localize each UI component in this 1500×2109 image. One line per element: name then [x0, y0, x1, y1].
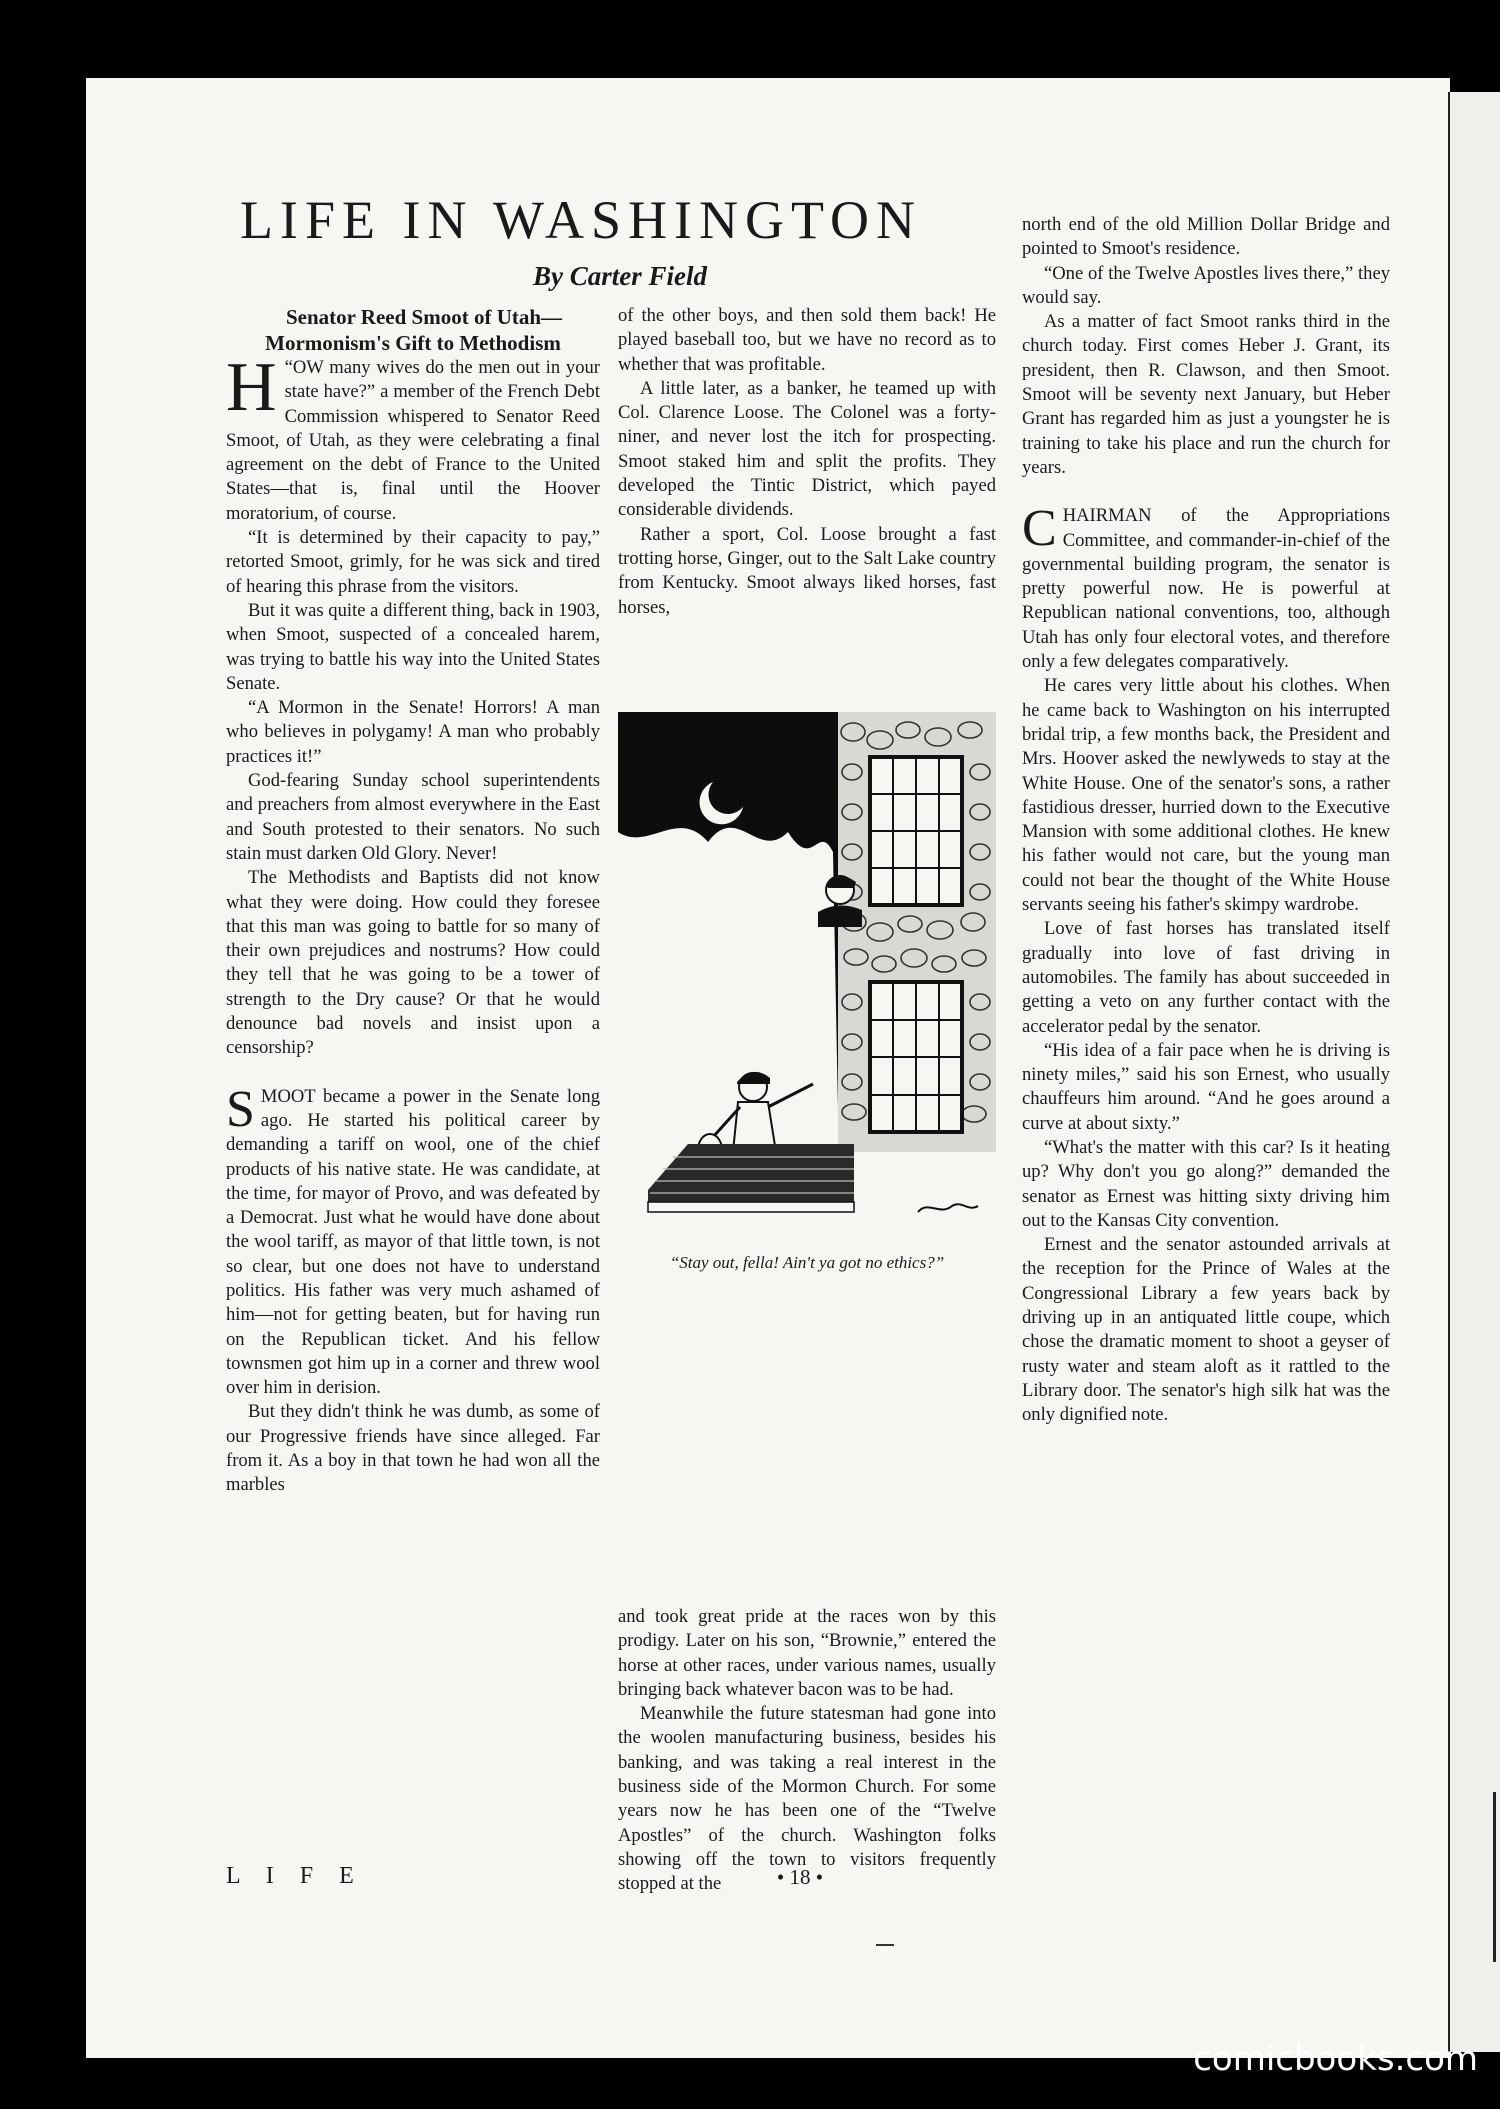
paragraph	[226, 1080, 600, 1401]
paragraph: “One of the Twelve Apostles lives there,” they would say.	[1022, 262, 1390, 308]
byline: By Carter Field	[533, 261, 707, 291]
paragraph: God-fearing Sunday school superintendents and preachers from almost everywhere in the East and South protested to their senators. No such stain must darken Old Glory. Never!	[226, 770, 600, 864]
paragraph	[1022, 500, 1390, 674]
subheading	[226, 304, 600, 356]
column-2-continued	[618, 1605, 996, 1897]
column-2	[618, 304, 996, 620]
drop-cap: H	[226, 349, 277, 426]
paragraph: The Methodists and Baptists did not know what they were doing. How could they foresee that this man was going to battle for so many of their own prejudices and nostrums? How could they tell that he was going to be a tower of strength to the Dry cause? Or that he would denounce bad novels and insist upon a censorship?	[226, 867, 600, 1059]
paragraph: “His idea of a fair pace when he is driving is ninety miles,” said his son Ernest, who usually chauffeurs him around. “And he goes around a curve at about sixty.”	[1022, 1039, 1390, 1134]
drop-cap: S	[226, 1080, 255, 1138]
upper-window	[870, 757, 962, 905]
paragraph: Ernest and the senator astounded arrivals at the reception for the Prince of Wales at the Congressional Library a few years back by driving up in an antiquated little coupe, which chose the dramatic moment to shoot a geyser of rusty water and steam aloft as it rattled to the Library door. The senator's high silk hat was the only dignified note.	[1022, 1234, 1390, 1426]
paragraph: and took great pride at the races won by this prodigy. Later on his son, “Brownie,” entered the horse at other races, under various names, usually bringing back whatever bacon was to be had.	[618, 1606, 996, 1700]
paragraph: of the other boys, and then sold them back! He played baseball too, but we have no record as to whether that was profitable.	[618, 305, 996, 375]
column-1	[226, 304, 600, 1498]
paragraph-text: OW many wives do the men out in your state have?” a member of the French Debt Commission whispered to Senator Reed Smoot, of Utah, as they were celebrating a final agreement on the debt of France to the United States—that is, final until the Hoover moratorium, of course.	[226, 357, 600, 524]
paragraph: north end of the old Million Dollar Bridge and pointed to Smoot's residence.	[1022, 214, 1390, 260]
paragraph: Rather a sport, Col. Loose brought a fast trotting horse, Ginger, out to the Salt Lake country from Kentucky. Smoot always liked horses, fast horses,	[618, 523, 996, 618]
footer-magazine-name: L I F E	[226, 1863, 364, 1889]
paragraph: As a matter of fact Smoot ranks third in the church today. First comes Heber J. Grant, its president, then R. Clawson, and then Smoot. Smoot will be seventy next January, but Heber Grant has regarded him as just a youngster he is training to take his place and run the church for years.	[1022, 311, 1390, 478]
drop-cap: C	[1022, 500, 1057, 558]
paragraph-text: HAIRMAN of the Appropriations Committee, and commander-in-chief of the governmental building program, the senator is pretty powerful now. He is powerful at Republican national conventions, too, although Utah has only four electoral votes, and therefore only a few delegates comparatively.	[1022, 505, 1390, 673]
adjacent-page-edge	[1448, 92, 1500, 2052]
paragraph-text: MOOT became a power in the Senate long ago. He started his political career by demanding a tariff on wool, one of the chief products of his native state. He was candidate, at the time, for mayor of Provo, and was defeated by a Democrat. Just what he would have done about the wool tariff, as mayor of that little town, is not so clear, but one does not have to understand politics. His father was very much ashamed of him—not for getting beaten, but for having run on the Republican ticket. And his fellow townsmen got him up in a corner and threw wool over him in derision.	[226, 1085, 600, 1399]
paragraph: But they didn't think he was dumb, as some of our Progressive friends have since alleged. Far from it. As a boy in that town he had won all the marbles	[226, 1401, 600, 1496]
paragraph: “A Mormon in the Senate! Horrors! A man who believes in polygamy! A man who probably practices it!”	[226, 697, 600, 767]
site-watermark: comicbooks.com	[1193, 2039, 1478, 2079]
paragraph: A little later, as a banker, he teamed up with Col. Clarence Loose. The Colonel was a forty-niner, and never lost the itch for prospecting. Smoot staked him and split the profits. They developed the Tintic District, which payed considerable dividends.	[618, 377, 996, 521]
open-quote: “	[284, 357, 293, 378]
paragraph: But it was quite a different thing, back in 1903, when Smoot, suspected of a concealed harem, was trying to battle his way into the United States Senate.	[226, 599, 600, 694]
paragraph: Meanwhile the future statesman had gone into the woolen manufacturing business, besides his banking, and was taking a real interest in the business side of the Mormon Church. For some years now he has been one of the “Twelve Apostles” of the church. Washington folks showing off the town to visitors frequently stopped at the	[618, 1703, 996, 1895]
article-title: LIFE IN WASHINGTON	[240, 190, 922, 250]
lower-window	[870, 982, 962, 1132]
paragraph: “What's the matter with this car? Is it heating up? Why don't you go along?” demanded the senator as Ernest was hitting sixty driving him out to the Kansas City convention.	[1022, 1136, 1390, 1231]
printer-mark	[876, 1944, 894, 1946]
column-3	[1022, 213, 1390, 1428]
cartoon-illustration	[618, 712, 996, 1242]
subheading-text: Senator Reed Smoot of Utah— Mormonism's Gift to Methodism	[265, 305, 563, 355]
paragraph: Love of fast horses has translated itself gradually into love of fast driving in automobiles. The family has about succeeded in getting a veto on any further contact with the accelerator pedal by the senator.	[1022, 918, 1390, 1037]
page-number: • 18 •	[776, 1865, 824, 1889]
paragraph: “It is determined by their capacity to pay,” retorted Smoot, grimly, for he was sick and tired of hearing this phrase from the visitors.	[226, 527, 600, 597]
paragraph: He cares very little about his clothes. When he came back to Washington on his interrupted bridal trip, a few months back, the President and Mrs. Hoover asked the newlyweds to stay at the White House. One of the senator's sons, a rather fastidious dresser, hurried down to the Executive Mansion with some additional clothes. He knew his father would not care, but the young man could not bear the thought of the White House servants seeing his father's skimpy wardrobe.	[1022, 675, 1390, 916]
cartoon-caption: “Stay out, fella! Ain't ya got no ethics?”	[669, 1253, 945, 1272]
paragraph	[226, 349, 600, 526]
